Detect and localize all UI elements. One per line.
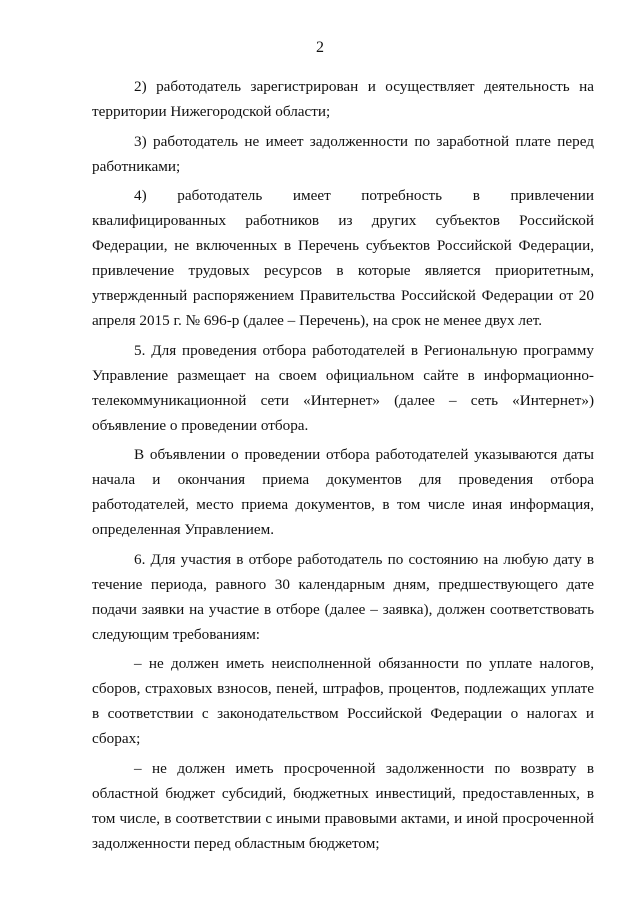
paragraph-announcement: В объявлении о проведении отбора работодателей указываются даты начала и окончания приема документов для проведения отбора работодателей, место приема документов, в том числе иная информация, определенная Управлением. <box>92 446 594 538</box>
requirement-item-debt: – не должен иметь просроченной задолженности по возврату в областной бюджет субсидий, бюджетных инвестиций, предоставленных, в том числе, в соответствии с иными правовыми актами, и иной просроченной задолженности перед областным бюджетом; <box>92 759 594 852</box>
paragraph-item-4: 4) работодатель имеет потребность в привлечении квалифицированных работников из других субъектов Российской Федерации, не включенных в Перечень субъектов Российской Федерации, привлечение трудовых ресурсов в которые является приоритетным, утвержденный распоряжением Правительства Российской Федерации от 20 апреля 2015 г. № 696-р (далее – Перечень), на срок не менее двух лет. <box>92 187 594 329</box>
requirement-item-taxes: – не должен иметь неисполненной обязанности по уплате налогов, сборов, страховых взносов, пеней, штрафов, процентов, подлежащих уплате в соответствии с законодательством Российской Федерации о налогах и сборах; <box>92 655 594 747</box>
paragraph-item-2: 2) работодатель зарегистрирован и осуществляет деятельность на территории Нижегородской области; <box>92 78 594 120</box>
paragraph-section-5: 5. Для проведения отбора работодателей в Региональную программу Управление размещает на своем официальном сайте в информационно-телекоммуникационной сети «Интернет» (далее – сеть «Интернет») объявление о проведении отбора. <box>92 341 594 434</box>
paragraph-section-6: 6. Для участия в отборе работодатель по состоянию на любую дату в течение периода, равного 30 календарным дням, предшествующего дате подачи заявки на участие в отборе (далее – заявка), должен соответствовать следующим требованиям: <box>92 550 594 643</box>
paragraph-item-3: 3) работодатель не имеет задолженности по заработной плате перед работниками; <box>92 132 594 175</box>
page-number: 2 <box>316 39 324 56</box>
document-body <box>92 74 594 860</box>
